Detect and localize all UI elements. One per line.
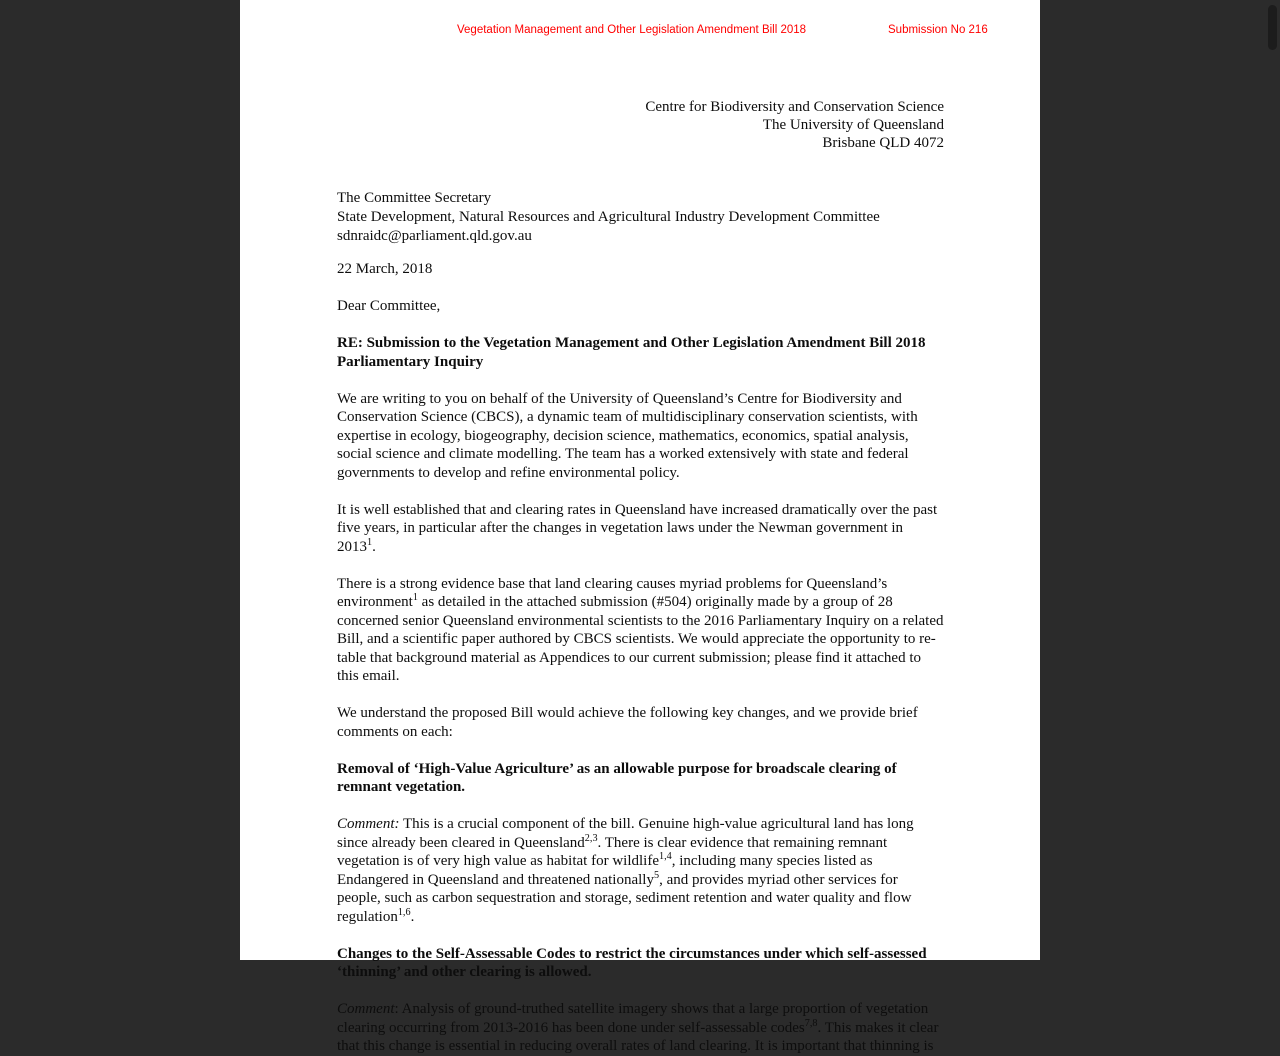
subject-line-1: RE: Submission to the Vegetation Management and Other Legislation Amendment Bill 2018 [337, 335, 926, 351]
section-1-heading [337, 760, 945, 797]
vertical-scrollbar[interactable] [1266, 0, 1280, 960]
clearing-rates-text-b: . [372, 538, 376, 555]
paragraph-key-changes: We understand the proposed Bill would achieve the following key changes, and we provide brief comments on each: [337, 705, 918, 740]
header-submission-number: Submission No 216 [888, 24, 988, 36]
footnote-ref-5: 5 [653, 869, 660, 881]
section-1-comment-t5: . [410, 908, 415, 925]
evidence-text-b: as detailed in the attached submission (#504) originally made by a group of 28 concerned senior Queensland environmental scientists to the 2016 Parliamentary Inquiry on a related Bill, and a scientific paper authored by CBCS scientists. We would appreciate the opportunity to re-table that background material as Appendices to our current submission; please find it attached to this email. [337, 594, 944, 684]
letter-salutation: Dear Committee, [337, 298, 441, 314]
section-1-heading-line-2: remnant vegetation. [337, 779, 466, 795]
section-1-comment-label: Comment: [337, 816, 400, 832]
footnote-ref-2: 1 [412, 592, 418, 603]
paragraph-clearing-rates [337, 501, 945, 557]
section-1-comment-t4: , and provides myriad other services for people, such as carbon sequestration and storage, sediment retention and water quality and flow regulation [337, 871, 912, 925]
section-2-comment [337, 1000, 945, 1056]
section-1-comment-t2: . There is clear evidence that remaining remnant vegetation is of very high value as habitat for wildlife [337, 834, 888, 869]
sender-address-line-2: The University of Queensland [762, 117, 944, 134]
clearing-rates-text-a: It is well established that and clearing rates in Queensland have increased dramatically over the past five years, in particular after the changes in vegetation laws under the Newman government in 2013 [337, 501, 938, 555]
paragraph-intro: We are writing to you on behalf of the University of Queensland’s Centre for Biodiversity and Conservation Science (CBCS), a dynamic team of multidisciplinary conservation scientists, with expertise in ecology, biogeography, decision science, mathematics, economics, spatial analysis, social science and climate modelling. The team has a worked extensively with state and federal governments to develop and refine environmental policy. [337, 390, 918, 481]
evidence-text-a: There is a strong evidence base that land clearing causes myriad problems for Queensland’s environment [337, 575, 888, 610]
page-header-stamp [240, 24, 1040, 42]
document-page [240, 0, 1040, 1054]
section-1-comment-t1: This is a crucial component of the bill. Genuine high-value agricultural land has long since already been cleared in Queensland [337, 816, 914, 851]
section-2-heading-line-2: ‘thinning’ and other clearing is allowed. [337, 964, 592, 980]
section-2-comment-t2: . This makes it clear that this change is essential in reducing overall rates of land clearing. It is important that thinning is [337, 1019, 939, 1054]
section-2-heading [337, 945, 945, 982]
subject-line-2: Parliamentary Inquiry [337, 353, 484, 370]
footnote-ref-1: 1 [367, 536, 373, 548]
section-1-comment-t3: , including many species listed as Endangered in Queensland and threatened nationally [337, 853, 873, 888]
letter-content [337, 189, 945, 1056]
footnote-ref-7-8: 7,8 [804, 1017, 818, 1029]
letter-date: 22 March, 2018 [337, 261, 433, 277]
section-2-comment-t1: : Analysis of ground-truthed satellite imagery shows that a large proportion of vegetation clearing occurring from 2013-2016 has been done under self-assessable codes [337, 1001, 929, 1036]
recipient-block [337, 189, 945, 246]
section-1-comment [337, 815, 945, 926]
footnote-ref-1-6: 1,6 [397, 906, 411, 918]
footnote-ref-2-3: 2,3 [584, 832, 598, 844]
section-2-heading-line-1: Changes to the Self-Assessable Codes to restrict the circumstances under which self-assessed [337, 945, 927, 962]
footnote-ref-1-4: 1,4 [659, 851, 672, 862]
section-2-comment-label: Comment [337, 1001, 395, 1017]
section-1-heading-line-1: Removal of ‘High-Value Agriculture’ as an allowable purpose for broadscale clearing of [337, 760, 897, 777]
scrollbar-thumb[interactable] [1268, 5, 1277, 50]
sender-address-line-3: Brisbane QLD 4072 [822, 135, 944, 152]
recipient-line-2: State Development, Natural Resources and Agricultural Industry Development Committee [337, 209, 880, 225]
paragraph-evidence-base [337, 575, 945, 686]
sender-address-block [240, 98, 944, 153]
letter-subject [337, 334, 945, 371]
header-bill-title: Vegetation Management and Other Legislation Amendment Bill 2018 [457, 24, 807, 36]
recipient-email: sdnraidc@parliament.qld.gov.au [337, 228, 532, 244]
recipient-line-1: The Committee Secretary [337, 190, 492, 206]
sender-address-line-1: Centre for Biodiversity and Conservation Science [645, 99, 944, 115]
